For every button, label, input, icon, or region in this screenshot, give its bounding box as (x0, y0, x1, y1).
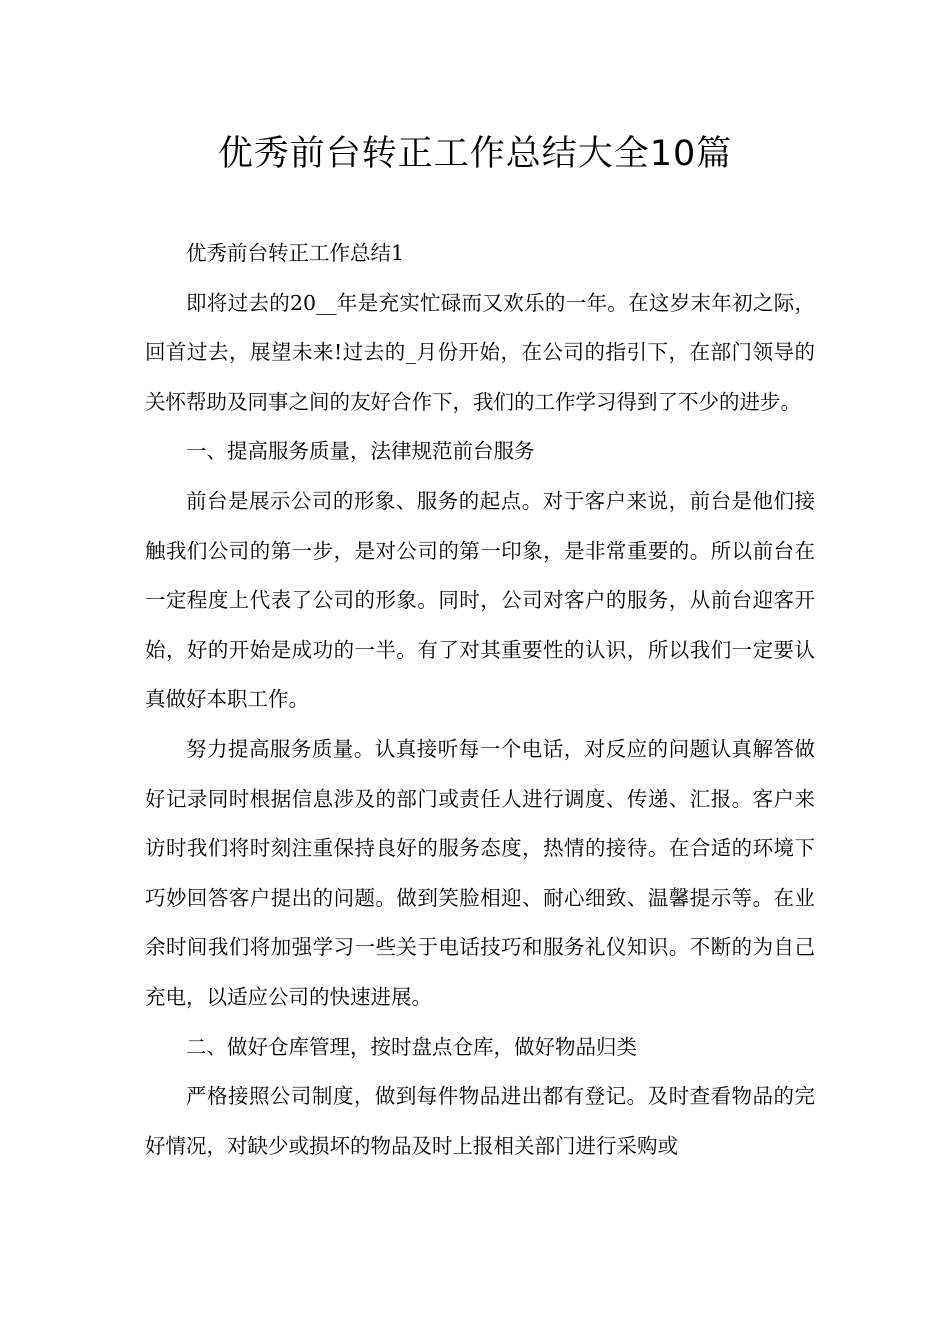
document-body (145, 229, 815, 1171)
front-desk-paragraph: 前台是展示公司的形象、服务的起点。对于客户来说，前台是他们接触我们公司的第一步，是对公司的第一印象，是非常重要的。所以前台在一定程度上代表了公司的形象。同时，公司对客户的服务，从前台迎客开始，好的开始是成功的一半。有了对其重要性的认识，所以我们一定要认真做好本职工作。 (145, 488, 815, 712)
section-heading-warehouse: 二、做好仓库管理，按时盘点仓库，做好物品归类 (186, 1034, 637, 1059)
document-title: 优秀前台转正工作总结大全10篇 (217, 134, 733, 174)
section-heading-service-quality: 一、提高服务质量，法律规范前台服务 (186, 439, 535, 464)
section-heading-summary-1: 优秀前台转正工作总结1 (186, 241, 405, 265)
service-quality-paragraph: 努力提高服务质量。认真接听每一个电话，对反应的问题认真解答做好记录同时根据信息涉及的部门或责任人进行调度、传递、汇报。客户来访时我们将时刻注重保持良好的服务态度，热情的接待。在合适的环境下巧妙回答客户提出的问题。做到笑脸相迎、耐心细致、温馨提示等。在业余时间我们将加强学习一些关于电话技巧和服务礼仪知识。不断的为自己充电，以适应公司的快速进展。 (145, 736, 815, 1009)
warehouse-paragraph: 严格接照公司制度，做到每件物品进出都有登记。及时查看物品的完好情况，对缺少或损坏的物品及时上报相关部门进行采购或 (145, 1084, 815, 1158)
intro-paragraph: 即将过去的20__年是充实忙碌而又欢乐的一年。在这岁末年初之际，回首过去，展望未来!过去的_月份开始，在公司的指引下，在部门领导的关怀帮助及同事之间的友好合作下，我们的工作学习得到了不少的进步。 (145, 290, 815, 414)
